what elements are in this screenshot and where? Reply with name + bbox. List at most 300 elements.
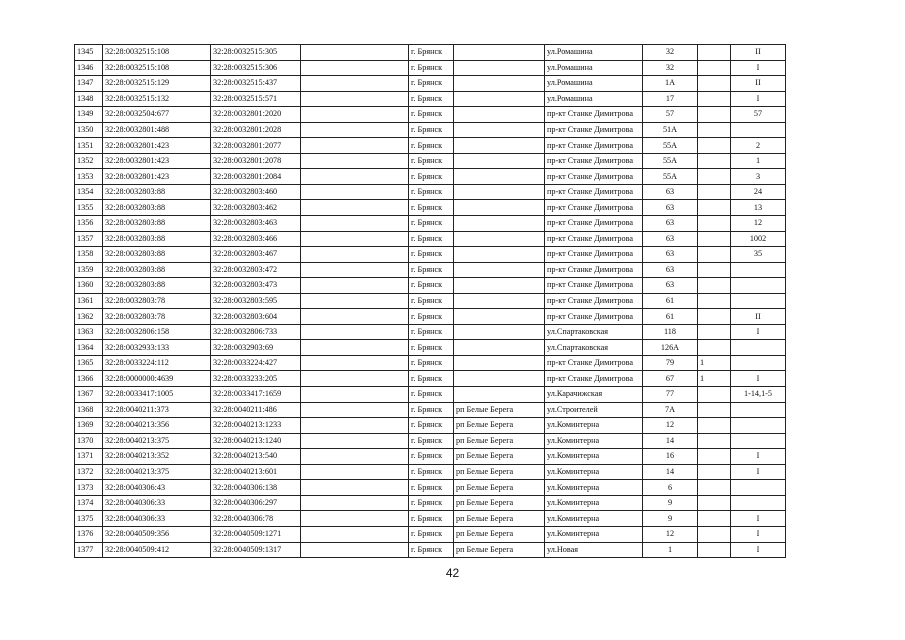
settlement-cell [454, 184, 545, 200]
building-cell [698, 76, 731, 92]
street-cell: пр-кт Станке Димитрова [545, 200, 643, 216]
table-row [75, 402, 786, 418]
row-number-cell: 1351 [75, 138, 103, 154]
house-number-cell: 16 [643, 449, 698, 465]
table-row [75, 216, 786, 232]
settlement-cell [454, 138, 545, 154]
premises-cell [731, 495, 786, 511]
row-number-cell: 1349 [75, 107, 103, 123]
building-cell [698, 153, 731, 169]
building-cell [698, 309, 731, 325]
empty-cell [301, 91, 409, 107]
city-cell: г. Брянск [409, 91, 454, 107]
table-row [75, 418, 786, 434]
building-cell [698, 107, 731, 123]
settlement-cell [454, 340, 545, 356]
premises-cell: 35 [731, 247, 786, 263]
table-row [75, 278, 786, 294]
house-number-cell: 9 [643, 495, 698, 511]
row-number-cell: 1366 [75, 371, 103, 387]
empty-cell [301, 216, 409, 232]
city-cell: г. Брянск [409, 278, 454, 294]
row-number-cell: 1361 [75, 293, 103, 309]
row-number-cell: 1371 [75, 449, 103, 465]
house-number-cell: 55А [643, 138, 698, 154]
empty-cell [301, 138, 409, 154]
building-cell [698, 526, 731, 542]
empty-cell [301, 247, 409, 263]
settlement-cell: рп Белые Берега [454, 495, 545, 511]
row-number-cell: 1370 [75, 433, 103, 449]
object-cadastral-cell: 32:28:0032803:463 [211, 216, 301, 232]
house-number-cell: 51А [643, 122, 698, 138]
house-number-cell: 63 [643, 247, 698, 263]
settlement-cell [454, 371, 545, 387]
city-cell: г. Брянск [409, 247, 454, 263]
settlement-cell [454, 324, 545, 340]
building-cell [698, 418, 731, 434]
table-row [75, 309, 786, 325]
house-number-cell: 1 [643, 542, 698, 558]
house-number-cell: 12 [643, 526, 698, 542]
object-cadastral-cell: 32:28:0032515:305 [211, 45, 301, 61]
city-cell: г. Брянск [409, 433, 454, 449]
house-number-cell: 61 [643, 293, 698, 309]
empty-cell [301, 262, 409, 278]
empty-cell [301, 449, 409, 465]
premises-cell [731, 278, 786, 294]
building-cell [698, 216, 731, 232]
settlement-cell [454, 60, 545, 76]
object-cadastral-cell: 32:28:0032803:460 [211, 184, 301, 200]
settlement-cell: рп Белые Берега [454, 418, 545, 434]
row-number-cell: 1347 [75, 76, 103, 92]
building-cell [698, 184, 731, 200]
premises-cell [731, 480, 786, 496]
premises-cell: I [731, 91, 786, 107]
building-cell [698, 464, 731, 480]
empty-cell [301, 371, 409, 387]
table-body [75, 45, 786, 558]
table-row [75, 122, 786, 138]
settlement-cell [454, 169, 545, 185]
premises-cell [731, 402, 786, 418]
house-number-cell: 63 [643, 200, 698, 216]
table-row [75, 169, 786, 185]
row-number-cell: 1345 [75, 45, 103, 61]
table-row [75, 200, 786, 216]
row-number-cell: 1367 [75, 387, 103, 403]
street-cell: ул.Коминтерна [545, 418, 643, 434]
empty-cell [301, 526, 409, 542]
row-number-cell: 1365 [75, 355, 103, 371]
settlement-cell [454, 91, 545, 107]
building-cell [698, 542, 731, 558]
parcel-cadastral-cell: 32:28:0040306:33 [103, 511, 211, 527]
empty-cell [301, 309, 409, 325]
city-cell: г. Брянск [409, 324, 454, 340]
table-row [75, 449, 786, 465]
city-cell: г. Брянск [409, 122, 454, 138]
house-number-cell: 7А [643, 402, 698, 418]
house-number-cell: 61 [643, 309, 698, 325]
table-row [75, 433, 786, 449]
parcel-cadastral-cell: 32:28:0032515:132 [103, 91, 211, 107]
premises-cell: 24 [731, 184, 786, 200]
row-number-cell: 1377 [75, 542, 103, 558]
object-cadastral-cell: 32:28:0033224:427 [211, 355, 301, 371]
house-number-cell: 32 [643, 45, 698, 61]
empty-cell [301, 480, 409, 496]
parcel-cadastral-cell: 32:28:0040306:33 [103, 495, 211, 511]
parcel-cadastral-cell: 32:28:0032803:88 [103, 216, 211, 232]
parcel-cadastral-cell: 32:28:0040509:356 [103, 526, 211, 542]
row-number-cell: 1368 [75, 402, 103, 418]
settlement-cell [454, 293, 545, 309]
building-cell [698, 60, 731, 76]
table-row [75, 324, 786, 340]
parcel-cadastral-cell: 32:28:0040213:375 [103, 464, 211, 480]
row-number-cell: 1360 [75, 278, 103, 294]
city-cell: г. Брянск [409, 200, 454, 216]
city-cell: г. Брянск [409, 526, 454, 542]
table-row [75, 91, 786, 107]
object-cadastral-cell: 32:28:0032801:2084 [211, 169, 301, 185]
empty-cell [301, 153, 409, 169]
premises-cell: I [731, 542, 786, 558]
object-cadastral-cell: 32:28:0033233:205 [211, 371, 301, 387]
city-cell: г. Брянск [409, 169, 454, 185]
empty-cell [301, 387, 409, 403]
house-number-cell: 63 [643, 231, 698, 247]
premises-cell [731, 293, 786, 309]
table-row [75, 138, 786, 154]
house-number-cell: 17 [643, 91, 698, 107]
object-cadastral-cell: 32:28:0040509:1317 [211, 542, 301, 558]
object-cadastral-cell: 32:28:0032515:571 [211, 91, 301, 107]
object-cadastral-cell: 32:28:0032801:2028 [211, 122, 301, 138]
object-cadastral-cell: 32:28:0032801:2020 [211, 107, 301, 123]
table-row [75, 184, 786, 200]
street-cell: пр-кт Станке Димитрова [545, 122, 643, 138]
row-number-cell: 1364 [75, 340, 103, 356]
building-cell [698, 449, 731, 465]
city-cell: г. Брянск [409, 216, 454, 232]
building-cell [698, 433, 731, 449]
empty-cell [301, 495, 409, 511]
premises-cell: 1002 [731, 231, 786, 247]
row-number-cell: 1369 [75, 418, 103, 434]
street-cell: пр-кт Станке Димитрова [545, 153, 643, 169]
settlement-cell [454, 355, 545, 371]
house-number-cell: 14 [643, 433, 698, 449]
settlement-cell: рп Белые Берега [454, 542, 545, 558]
street-cell: пр-кт Станке Димитрова [545, 278, 643, 294]
building-cell [698, 45, 731, 61]
row-number-cell: 1362 [75, 309, 103, 325]
premises-cell: 1-14,1-5 [731, 387, 786, 403]
building-cell [698, 200, 731, 216]
table-row [75, 387, 786, 403]
premises-cell: I [731, 449, 786, 465]
premises-cell: II [731, 309, 786, 325]
settlement-cell [454, 247, 545, 263]
table-row [75, 371, 786, 387]
parcel-cadastral-cell: 32:28:0040306:43 [103, 480, 211, 496]
row-number-cell: 1373 [75, 480, 103, 496]
settlement-cell [454, 107, 545, 123]
settlement-cell: рп Белые Берега [454, 464, 545, 480]
building-cell [698, 340, 731, 356]
house-number-cell: 57 [643, 107, 698, 123]
object-cadastral-cell: 32:28:0032515:306 [211, 60, 301, 76]
settlement-cell: рп Белые Берега [454, 526, 545, 542]
parcel-cadastral-cell: 32:28:0032515:129 [103, 76, 211, 92]
empty-cell [301, 169, 409, 185]
table-row [75, 45, 786, 61]
street-cell: ул.Коминтерна [545, 495, 643, 511]
object-cadastral-cell: 32:28:0032515:437 [211, 76, 301, 92]
street-cell: пр-кт Станке Димитрова [545, 309, 643, 325]
city-cell: г. Брянск [409, 138, 454, 154]
premises-cell [731, 418, 786, 434]
object-cadastral-cell: 32:28:0032801:2077 [211, 138, 301, 154]
building-cell [698, 324, 731, 340]
parcel-cadastral-cell: 32:28:0033417:1005 [103, 387, 211, 403]
row-number-cell: 1348 [75, 91, 103, 107]
row-number-cell: 1372 [75, 464, 103, 480]
parcel-cadastral-cell: 32:28:0032803:88 [103, 247, 211, 263]
row-number-cell: 1350 [75, 122, 103, 138]
city-cell: г. Брянск [409, 387, 454, 403]
settlement-cell [454, 200, 545, 216]
city-cell: г. Брянск [409, 262, 454, 278]
city-cell: г. Брянск [409, 542, 454, 558]
city-cell: г. Брянск [409, 495, 454, 511]
building-cell [698, 138, 731, 154]
city-cell: г. Брянск [409, 340, 454, 356]
city-cell: г. Брянск [409, 355, 454, 371]
object-cadastral-cell: 32:28:0032801:2078 [211, 153, 301, 169]
premises-cell [731, 262, 786, 278]
street-cell: ул.Строителей [545, 402, 643, 418]
city-cell: г. Брянск [409, 464, 454, 480]
premises-cell: 13 [731, 200, 786, 216]
parcel-cadastral-cell: 32:28:0032933:133 [103, 340, 211, 356]
table-row [75, 76, 786, 92]
settlement-cell [454, 216, 545, 232]
object-cadastral-cell: 32:28:0032803:595 [211, 293, 301, 309]
house-number-cell: 55А [643, 169, 698, 185]
city-cell: г. Брянск [409, 511, 454, 527]
parcel-cadastral-cell: 32:28:0032515:108 [103, 60, 211, 76]
row-number-cell: 1356 [75, 216, 103, 232]
empty-cell [301, 324, 409, 340]
row-number-cell: 1354 [75, 184, 103, 200]
premises-cell: II [731, 76, 786, 92]
city-cell: г. Брянск [409, 153, 454, 169]
street-cell: ул.Коминтерна [545, 464, 643, 480]
empty-cell [301, 511, 409, 527]
city-cell: г. Брянск [409, 371, 454, 387]
parcel-cadastral-cell: 32:28:0040213:356 [103, 418, 211, 434]
city-cell: г. Брянск [409, 45, 454, 61]
street-cell: пр-кт Станке Димитрова [545, 371, 643, 387]
city-cell: г. Брянск [409, 60, 454, 76]
empty-cell [301, 293, 409, 309]
building-cell: 1 [698, 371, 731, 387]
parcel-cadastral-cell: 32:28:0032803:88 [103, 200, 211, 216]
empty-cell [301, 45, 409, 61]
settlement-cell: рп Белые Берега [454, 480, 545, 496]
street-cell: пр-кт Станке Димитрова [545, 293, 643, 309]
settlement-cell [454, 278, 545, 294]
empty-cell [301, 402, 409, 418]
table-row [75, 293, 786, 309]
empty-cell [301, 60, 409, 76]
table-row [75, 526, 786, 542]
house-number-cell: 12 [643, 418, 698, 434]
object-cadastral-cell: 32:28:0040306:138 [211, 480, 301, 496]
house-number-cell: 126А [643, 340, 698, 356]
parcel-cadastral-cell: 32:28:0032801:488 [103, 122, 211, 138]
settlement-cell: рп Белые Берега [454, 433, 545, 449]
parcel-cadastral-cell: 32:28:0032803:78 [103, 293, 211, 309]
parcel-cadastral-cell: 32:28:0032803:88 [103, 231, 211, 247]
premises-cell: I [731, 60, 786, 76]
street-cell: ул.Коминтерна [545, 433, 643, 449]
row-number-cell: 1352 [75, 153, 103, 169]
street-cell: пр-кт Станке Димитрова [545, 262, 643, 278]
street-cell: пр-кт Станке Димитрова [545, 107, 643, 123]
building-cell [698, 387, 731, 403]
parcel-cadastral-cell: 32:28:0032803:88 [103, 278, 211, 294]
row-number-cell: 1355 [75, 200, 103, 216]
house-number-cell: 14 [643, 464, 698, 480]
settlement-cell: рп Белые Берега [454, 511, 545, 527]
premises-cell: 1 [731, 153, 786, 169]
empty-cell [301, 542, 409, 558]
table-row [75, 480, 786, 496]
table-row [75, 60, 786, 76]
object-cadastral-cell: 32:28:0032803:472 [211, 262, 301, 278]
street-cell: ул.Коминтерна [545, 449, 643, 465]
object-cadastral-cell: 32:28:0032803:467 [211, 247, 301, 263]
house-number-cell: 77 [643, 387, 698, 403]
object-cadastral-cell: 32:28:0032903:69 [211, 340, 301, 356]
premises-cell [731, 122, 786, 138]
settlement-cell [454, 76, 545, 92]
house-number-cell: 9 [643, 511, 698, 527]
object-cadastral-cell: 32:28:0032803:604 [211, 309, 301, 325]
page-number: 42 [445, 566, 460, 580]
building-cell [698, 91, 731, 107]
table-row [75, 247, 786, 263]
table-row [75, 153, 786, 169]
settlement-cell [454, 231, 545, 247]
table-row [75, 495, 786, 511]
building-cell [698, 122, 731, 138]
building-cell [698, 293, 731, 309]
object-cadastral-cell: 32:28:0040306:297 [211, 495, 301, 511]
premises-cell: I [731, 526, 786, 542]
empty-cell [301, 231, 409, 247]
premises-cell: II [731, 45, 786, 61]
parcel-cadastral-cell: 32:28:0032803:88 [103, 262, 211, 278]
street-cell: пр-кт Станке Димитрова [545, 231, 643, 247]
street-cell: ул.Коминтерна [545, 480, 643, 496]
building-cell [698, 402, 731, 418]
parcel-cadastral-cell: 32:28:0040509:412 [103, 542, 211, 558]
building-cell [698, 231, 731, 247]
street-cell: ул.Коминтерна [545, 511, 643, 527]
street-cell: ул.Ромашина [545, 76, 643, 92]
object-cadastral-cell: 32:28:0040211:486 [211, 402, 301, 418]
street-cell: ул.Ромашина [545, 45, 643, 61]
empty-cell [301, 278, 409, 294]
table-row [75, 355, 786, 371]
house-number-cell: 79 [643, 355, 698, 371]
empty-cell [301, 122, 409, 138]
parcel-cadastral-cell: 32:28:0032504:677 [103, 107, 211, 123]
row-number-cell: 1359 [75, 262, 103, 278]
building-cell [698, 247, 731, 263]
city-cell: г. Брянск [409, 449, 454, 465]
object-cadastral-cell: 32:28:0040213:601 [211, 464, 301, 480]
row-number-cell: 1363 [75, 324, 103, 340]
parcel-cadastral-cell: 32:28:0032801:423 [103, 169, 211, 185]
parcel-cadastral-cell: 32:28:0040211:373 [103, 402, 211, 418]
premises-cell [731, 340, 786, 356]
empty-cell [301, 433, 409, 449]
parcel-cadastral-cell: 32:28:0032806:158 [103, 324, 211, 340]
building-cell [698, 262, 731, 278]
parcel-cadastral-cell: 32:28:0033224:112 [103, 355, 211, 371]
settlement-cell [454, 45, 545, 61]
row-number-cell: 1353 [75, 169, 103, 185]
building-cell: 1 [698, 355, 731, 371]
city-cell: г. Брянск [409, 107, 454, 123]
city-cell: г. Брянск [409, 184, 454, 200]
house-number-cell: 118 [643, 324, 698, 340]
object-cadastral-cell: 32:28:0032803:466 [211, 231, 301, 247]
table-row [75, 107, 786, 123]
parcel-cadastral-cell: 32:28:0040213:375 [103, 433, 211, 449]
table-row [75, 542, 786, 558]
parcel-cadastral-cell: 32:28:0040213:352 [103, 449, 211, 465]
table-row [75, 511, 786, 527]
street-cell: ул.Ромашина [545, 91, 643, 107]
premises-cell: I [731, 464, 786, 480]
table-row [75, 231, 786, 247]
object-cadastral-cell: 32:28:0040213:540 [211, 449, 301, 465]
street-cell: ул.Новая [545, 542, 643, 558]
premises-cell [731, 433, 786, 449]
object-cadastral-cell: 32:28:0040509:1271 [211, 526, 301, 542]
settlement-cell [454, 122, 545, 138]
settlement-cell [454, 153, 545, 169]
table-row [75, 262, 786, 278]
row-number-cell: 1375 [75, 511, 103, 527]
street-cell: ул.Спартаковская [545, 340, 643, 356]
building-cell [698, 278, 731, 294]
house-number-cell: 63 [643, 184, 698, 200]
house-number-cell: 63 [643, 216, 698, 232]
object-cadastral-cell: 32:28:0032803:473 [211, 278, 301, 294]
building-cell [698, 495, 731, 511]
empty-cell [301, 184, 409, 200]
settlement-cell [454, 262, 545, 278]
